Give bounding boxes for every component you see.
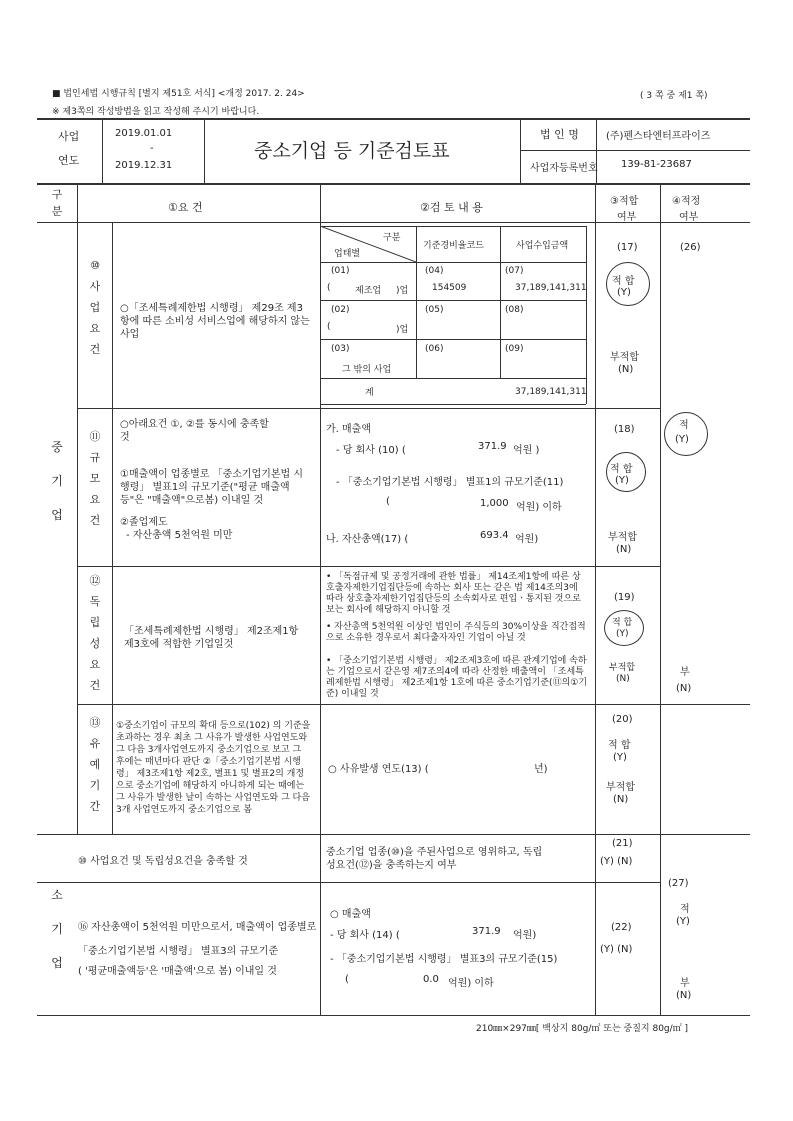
small-review1: 중소기업 업종(⑩)을 주된사업으로 영위하고, 독립성요건(⑫)을 충족하는지 여부 [326,847,543,871]
side-label-medium: 중기업 [51,440,63,522]
small-rev-title: ○ 매출액 [330,909,371,920]
grace-review: ○ 사유발생 연도(13) ( [328,764,429,775]
r1-code: 154509 [432,283,467,293]
small-rev-unit: 억원) [513,930,537,941]
grace-review-close: 년) [534,764,548,775]
biz-no: 139-81-23687 [621,159,692,170]
start-date: 2019.01.01 [115,128,173,139]
business-label: ⑩사업요건 [89,259,101,356]
col-code-header: 기준경비율코드 [423,241,484,251]
fit-18: (18) [614,424,635,435]
side-label-small: 소기업 [51,888,63,970]
table-corner-top: 구분 [383,233,401,243]
suit-26: (26) [680,242,701,253]
small-rev-line: - 당 회사 (14) ( [330,930,400,941]
suit-no-label: 부 [680,978,690,989]
std-value: 1,000 [480,498,509,509]
col-revenue-header: 사업수입금액 [516,241,569,251]
r1-no: (01) [331,266,350,276]
independence-review-2: • 자산총액 5천억원 이상인 법인이 주식등의 30%이상을 직간접적으로 소유한 경우로서 최다출자자인 기업이 아닐 것 [326,622,586,643]
fit-yes: 적 합 [610,464,633,475]
grace-requirement: ①중소기업이 규모의 확대 등으로(102) 의 기준을 초과하는 경우 최초 그 사유가 발생한 사업연도와 그 다음 3개사업연도까지 중소기업으로 보고 그 후에는 매년마다 판단 ②「중소기업기본법 시행령」 제3조제1항 제2호, 별표1 및 별표2의 개정으로 중소기업에 해당하지 아니하게 되는 때에는 그 사유가 발생한 날이 속하는 사업연도와 그 다음3개 사업연도까지 중소기업으로 봄 [116,721,311,815]
suit-n: (N) [676,990,692,1001]
r3-no: (03) [331,344,350,354]
r2-rev-no: (08) [505,305,524,315]
fit-y: (Y) [615,475,629,486]
suit-no-label: 부 [680,667,690,678]
small-req2-line1: ⑯ 자산총액이 5천억원 미만으로서, 매출액이 업종별로 [78,922,317,933]
suit-y: (Y) [676,916,690,927]
fit-yes: 적 합 [608,740,631,751]
std-line: - 「중소기업기본법 시행령」 별표1의 규모기준(11) [336,477,564,488]
suit-n: (N) [676,683,692,694]
grace-label: ⑬유예기간 [89,716,101,813]
fit-no-label: 부적합 [608,532,637,543]
table-corner-bottom: 업태별 [334,249,361,259]
fit-y: (Y) [613,752,627,763]
total-label: 계 [365,388,374,398]
r2-code-no: (05) [425,305,444,315]
independence-review-3: • 「중소기업기본법 시행령」 제2조제3호에 따른 관계기업에 속하는 기업으로서 같은영 제7조의4에 따라 산정한 매출액이 「조세특례제한법 시행령」 제2조제1항 1호에 따른 중소기업기준(⑪의①기준) 이내일 것 [326,656,588,699]
asset-value: 693.4 [480,530,509,541]
scale-req-3: ②졸업제도 [120,517,168,528]
corp-name: (주)펜스타엔터프라이즈 [606,131,711,142]
total-revenue: 37,189,141,311 [515,387,587,397]
rev-title: 가. 매출액 [326,424,371,435]
small-std-unit: 억원) 이하 [448,978,494,989]
r1-rev-no: (07) [505,266,524,276]
fit-yes: 적 합 [612,276,635,287]
fit-n: (N) [616,544,632,555]
r2-open: ( [327,322,331,332]
rev-value: 371.9 [478,441,507,452]
end-date: 2019.12.31 [115,160,173,171]
r1-code-no: (04) [425,266,444,276]
small-req2-line3: ( '평균매출액등'은 '매출액'으로 봄) 이내일 것 [78,966,277,977]
suit-header-1: ④적정 [672,196,701,207]
r1-revenue: 37,189,141,311 [515,283,587,293]
fit-n: (N) [616,674,630,684]
suit-27: (27) [668,878,689,889]
suit-yes: 적 [679,420,689,431]
form-title: 중소기업 등 기준검토표 [254,140,450,162]
small-std-value: 0.0 [423,974,439,985]
fit-21: (21) [612,838,633,849]
r2-no: (02) [331,305,350,315]
category-header: 구분 [51,188,63,218]
review-header: ②검 토 내 용 [420,201,483,214]
notice-text: ※ 제3쪽의 작성방법을 읽고 작성해 주시기 바랍니다. [52,107,260,117]
fit-yn: (Y) (N) [600,856,633,867]
scale-label: ⑪규모요건 [89,430,101,527]
corp-name-label: 법 인 명 [540,128,579,141]
rev-line: - 당 회사 (10) ( [336,445,406,456]
r3-label: 그 밖의 사업 [342,365,392,375]
fit-no-label: 부적합 [609,663,636,673]
fit-n: (N) [618,364,634,375]
suit-y: (Y) [675,434,689,445]
small-std-line: - 「중소기업기본법 시행령」 별표3의 규모기준(15) [330,954,558,965]
date-dash: - [150,143,154,154]
fit-header-2: 여부 [617,212,637,223]
rev-unit: 억원 ) [513,445,540,456]
independence-label: ⑫독립성요건 [89,574,101,692]
year-label-1: 사업 [58,130,80,143]
business-requirement: ○「조세특례제한법 시행령」 제29조 제3항에 따른 소비성 서비스업에 해당하지 않는 사업 [120,303,310,340]
r1-open: ( [327,283,331,293]
fit-y: (Y) [617,287,631,298]
independence-review-1: • 「독점규제 및 공정거래에 관한 법률」 제14조제1항에 따른 상호출자제한기업집단등에 속하는 회사 또는 같은 법 제14조의3에 따라 상호출자제한기업집단등의 소속회사로 편입ㆍ통지된 것으로 보는 회사에 해당하지 아니할 것 [326,572,581,615]
year-label-2: 연도 [58,154,80,167]
suit-yes: 적 [680,904,690,915]
fit-19: (19) [614,592,635,603]
fit-header-1: ③적합 [610,196,639,207]
fit-yes: 적 합 [612,618,633,628]
scale-req-1: ○아래요건 ①, ②를 동시에 충족할 것 [120,419,269,443]
fit-no-label: 부적합 [610,352,639,363]
small-req2-line2: 「중소기업기본법 시행령」 별표3의 규모기준 [78,946,279,957]
fit-17: (17) [617,242,638,253]
paper-size-footer: 210㎜×297㎜[ 백상지 80g/㎡ 또는 중질지 80g/㎡ ] [476,1024,689,1034]
std-unit: 억원) 이하 [516,502,562,513]
independence-requirement: 「조세특례제한법 시행령」 제2조제1항제3호에 적합한 기업일것 [124,626,299,650]
fit-y: (Y) [616,629,629,639]
scale-req-4: - 자산총액 5천억원 미만 [126,530,233,541]
std-open: ( [386,496,390,507]
r3-code-no: (06) [425,344,444,354]
r2-close: )업 [396,325,409,335]
asset-unit: 억원) [515,534,539,545]
asset-line: 나. 자산총액(17) ( [326,534,409,545]
small-std-open: ( [345,974,349,985]
fit-22: (22) [611,922,632,933]
biz-no-label: 사업자등록번호 [530,163,598,174]
r3-rev-no: (09) [505,344,524,354]
fit-no-label: 부적합 [606,782,635,793]
scale-req-2: ①매출액이 업종별로 「중소기업기본법 시행령」 별표1의 규모기준("평균 매출액등"은 "매출액"으로봄) 이내일 것 [120,469,304,506]
small-req1: ⑩ 사업요건 및 독립성요건을 충족할 것 [78,856,248,867]
r1-close: )업 [396,286,409,296]
small-rev-value: 371.9 [472,926,501,937]
fit-20: (20) [612,714,633,725]
page-info: ( 3 쪽 중 제1 쪽) [640,91,708,101]
fit-yn: (Y) (N) [600,944,633,955]
fit-n: (N) [613,794,629,805]
regulation-text: ■ 법인세법 시행규칙 [별지 제51호 서식] <개정 2017. 2. 24> [52,89,305,99]
suit-header-2: 여부 [679,212,699,223]
requirement-header: ①요 건 [168,201,203,214]
r1-industry: 제조업 [355,286,382,296]
